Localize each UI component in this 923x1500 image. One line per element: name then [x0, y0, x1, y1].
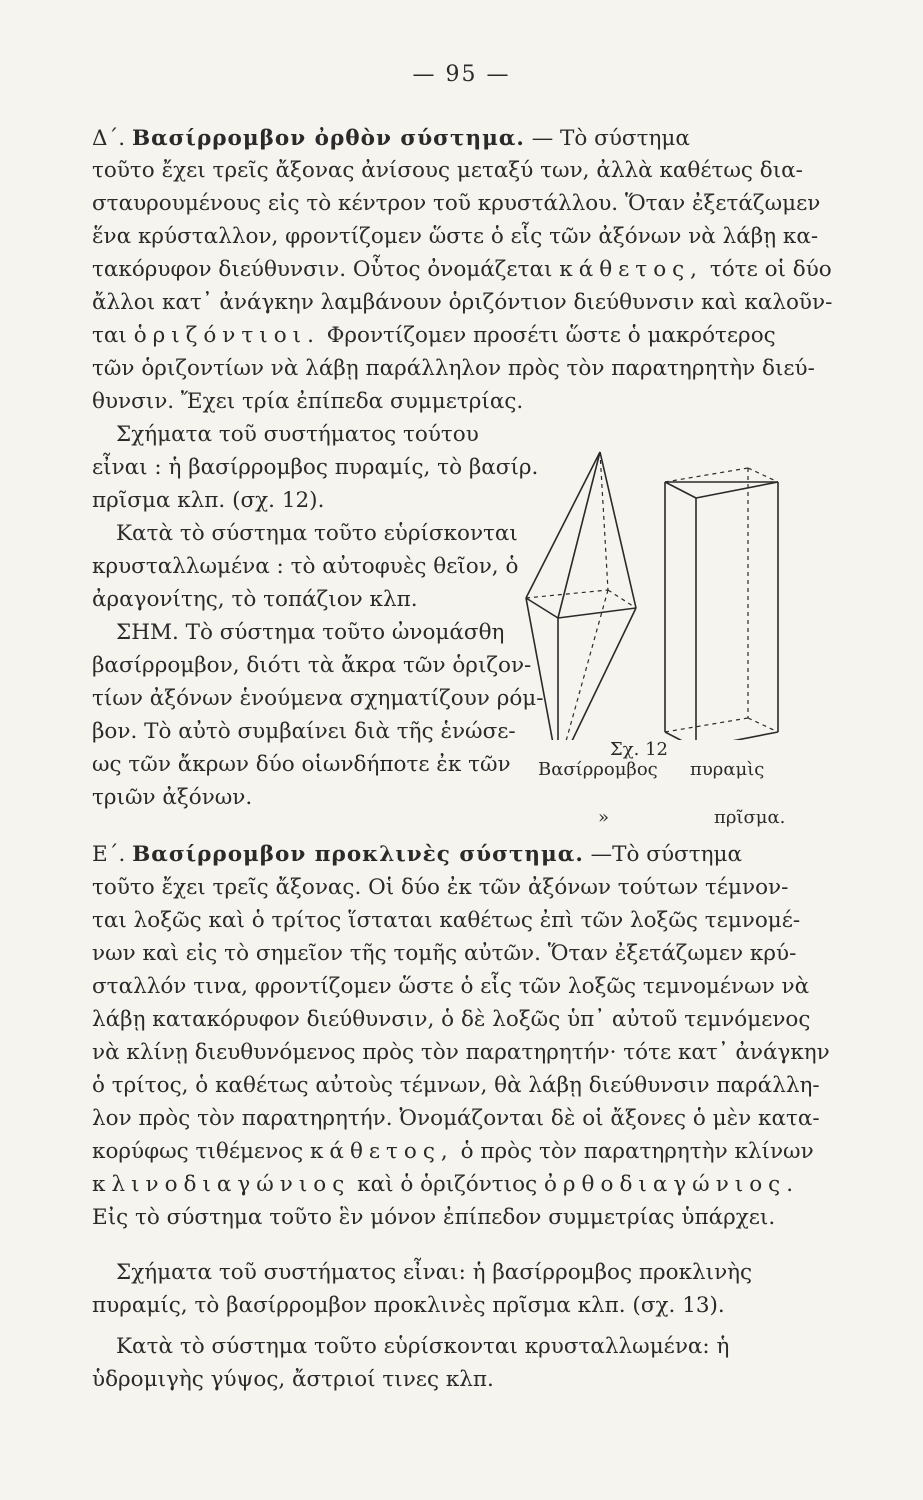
figure-12	[518, 440, 808, 785]
text-line: ἕνα κρύσταλλον, φροντίζομεν ὥστε ὁ εἷς τῶν ἀξόνων νὰ λάβῃ κα-	[92, 224, 819, 249]
text-line: λάβῃ κατακόρυφον διεύθυνσιν, ὁ δὲ λοξῶς ὑπ᾽ αὐτοῦ τεμνόμενος	[92, 1007, 811, 1032]
text-line: πρῖσμα κλπ. (σχ. 12).	[92, 488, 325, 513]
text-line: Κατὰ τὸ σύστημα τοῦτο εὑρίσκονται	[116, 521, 518, 546]
text-line	[92, 1170, 800, 1200]
text-line: τίων ἀξόνων ἑνούμενα σχηματίζουν ρόμ-	[92, 686, 544, 711]
text-line: θυνσιν. Ἔχει τρία ἐπίπεδα συμμετρίας.	[92, 389, 524, 414]
prism-hidden-edge	[748, 718, 778, 732]
pyramid-edge	[558, 608, 636, 618]
text-line: σταλλόν τινα, φροντίζομεν ὥστε ὁ εἷς τῶν λοξῶς τεμνομένων νὰ	[92, 974, 810, 999]
prism-edge	[696, 732, 778, 740]
pyramid-edge	[526, 598, 558, 740]
text-line: ως τῶν ἄκρων δύο οἱωνδήποτε ἐκ τῶν	[92, 752, 511, 777]
prism-edge	[665, 732, 696, 740]
text-line: ὁ τρίτος, ὁ καθέτως αὐτοὺς τέμνων, θὰ λάβῃ διεύθυνσιν παράλλη-	[92, 1073, 820, 1098]
text-span: ται	[92, 323, 127, 348]
figure-caption-left: Βασίρρομβος	[538, 759, 658, 780]
text-line: ἀραγονίτης, τὸ τοπάζιον κλπ.	[92, 587, 418, 612]
section-e-title: Βασίρρομβον προκλινὲς σύστημα.	[132, 842, 584, 867]
section-e-heading-line	[92, 840, 792, 870]
text-line: —Τὸ σύστημα	[590, 842, 742, 867]
term-kathetos: κάθετος,	[559, 257, 704, 282]
text-line: Σχήματα τοῦ συστήματος εἶναι: ἡ βασίρρομβος προκλινὴς	[116, 1260, 753, 1285]
text-span: Φροντίζομεν προσέτι ὥστε ὁ μακρότερος	[326, 323, 776, 348]
text-line	[92, 255, 832, 285]
text-line: Σχήματα τοῦ συστήματος τούτου	[116, 422, 479, 447]
text-line: τῶν ὁριζοντίων νὰ λάβῃ παράλληλον πρὸς τὸν παρατηρητὴν διεύ-	[92, 356, 815, 381]
text-span: τότε οἱ δύο	[709, 257, 832, 282]
figure-caption-mark: »	[598, 807, 610, 828]
figure-caption-number: Σχ. 12	[610, 739, 668, 760]
text-line: τριῶν ἀξόνων.	[92, 785, 253, 810]
prism-hidden-edge	[665, 468, 748, 482]
text-line: βον. Τὸ αὐτὸ συμβαίνει διὰ τῆς ἑνώσε-	[92, 719, 516, 744]
text-span: τακόρυφον διεύθυνσιν. Οὗτος ὀνομάζεται	[92, 257, 553, 282]
pyramid-hidden-edge	[526, 590, 608, 598]
text-line: Εἰς τὸ σύστημα τοῦτο ἓν μόνον ἐπίπεδον συμμετρίας ὑπάρχει.	[92, 1205, 776, 1230]
term-horizontioi: ὁριζόντιοι.	[133, 323, 320, 348]
text-line	[92, 1137, 814, 1167]
pyramid-edge	[526, 452, 600, 598]
text-line: πυραμίς, τὸ βασίρρομβον προκλινὲς πρῖσμα κλπ. (σχ. 13).	[92, 1293, 725, 1318]
text-line: τοῦτο ἔχει τρεῖς ἄξονας ἀνίσους μεταξύ των, ἀλλὰ καθέτως δια-	[92, 158, 803, 183]
text-line: βασίρρομβον, διότι τὰ ἄκρα τῶν ὁριζον-	[92, 653, 532, 678]
figure-caption-right-2: πρῖσμα.	[714, 807, 786, 828]
figure-12-drawing	[518, 440, 808, 740]
prism-hidden-edge	[748, 468, 778, 482]
term-klinodiagonios: κλινοδιαγώνιος	[92, 1172, 351, 1197]
prism-hidden-edge	[665, 718, 748, 732]
prism-edge	[696, 482, 778, 498]
text-span: κορύφως τιθέμενος	[92, 1139, 304, 1164]
pyramid-edge	[558, 608, 636, 740]
text-line: κρυσταλλωμένα : τὸ αὐτοφυὲς θεῖον, ὁ	[92, 554, 519, 579]
section-d-heading-line	[92, 124, 792, 154]
text-line: ἄλλοι κατ᾽ ἀνάγκην λαμβάνουν ὁριζόντιον διεύθυνσιν καὶ καλοῦν-	[92, 290, 833, 315]
text-line: εἶναι : ἡ βασίρρομβος πυραμίς, τὸ βασίρ.	[92, 455, 539, 480]
text-line: ται λοξῶς καὶ ὁ τρίτος ἵσταται καθέτως ἐπὶ τῶν λοξῶς τεμνομέ-	[92, 908, 801, 933]
page-number: — 95 —	[412, 62, 511, 87]
text-line: σταυρουμένους εἰς τὸ κέντρον τοῦ κρυστάλλου. Ὅταν ἐξετάζωμεν	[92, 191, 821, 216]
text-line	[92, 321, 792, 351]
text-line: ΣΗΜ. Τὸ σύστημα τοῦτο ὠνομάσθη	[116, 620, 505, 645]
text-span: καὶ ὁ ὁριζόντιος	[357, 1172, 538, 1197]
text-line: λον πρὸς τὸν παρατηρητήν. Ὀνομάζονται δὲ οἱ ἄξονες ὁ μὲν κατα-	[92, 1106, 820, 1131]
text-line: Κατὰ τὸ σύστημα τοῦτο εὑρίσκονται κρυσταλλωμένα: ἡ	[116, 1334, 730, 1359]
text-span: ὁ πρὸς τὸν παρατηρητὴν κλίνων	[460, 1139, 814, 1164]
section-e-label: Ε΄.	[92, 842, 126, 867]
section-d-label: Δ΄.	[92, 126, 126, 151]
section-d-title: Βασίρρομβον ὀρθὸν σύστημα.	[131, 126, 525, 151]
text-line: νων καὶ εἰς τὸ σημεῖον τῆς τομῆς αὐτῶν. Ὅταν ἐξετάζωμεν κρύ-	[92, 941, 797, 966]
pyramid-edge	[526, 598, 558, 618]
text-line: νὰ κλίνῃ διευθυνόμενος πρὸς τὸν παρατηρητήν· τότε κατ᾽ ἀνάγκην	[92, 1040, 830, 1065]
pyramid-edge	[600, 452, 636, 608]
text-line: τοῦτο ἔχει τρεῖς ἄξονας. Οἱ δύο ἐκ τῶν ἀξόνων τούτων τέμνον-	[92, 875, 789, 900]
text-line: ὑδρομιγὴς γύψος, ἄστριοί τινες κλπ.	[92, 1367, 494, 1392]
pyramid-edge	[558, 452, 600, 618]
term-orthodiagonios: ὀρθοδιαγώνιος.	[543, 1172, 800, 1197]
text-line: — Τὸ σύστημα	[531, 126, 690, 151]
prism-edge	[665, 482, 696, 498]
term-kathetos: κάθετος,	[309, 1139, 454, 1164]
figure-caption-right: πυραμὶς	[690, 759, 765, 780]
